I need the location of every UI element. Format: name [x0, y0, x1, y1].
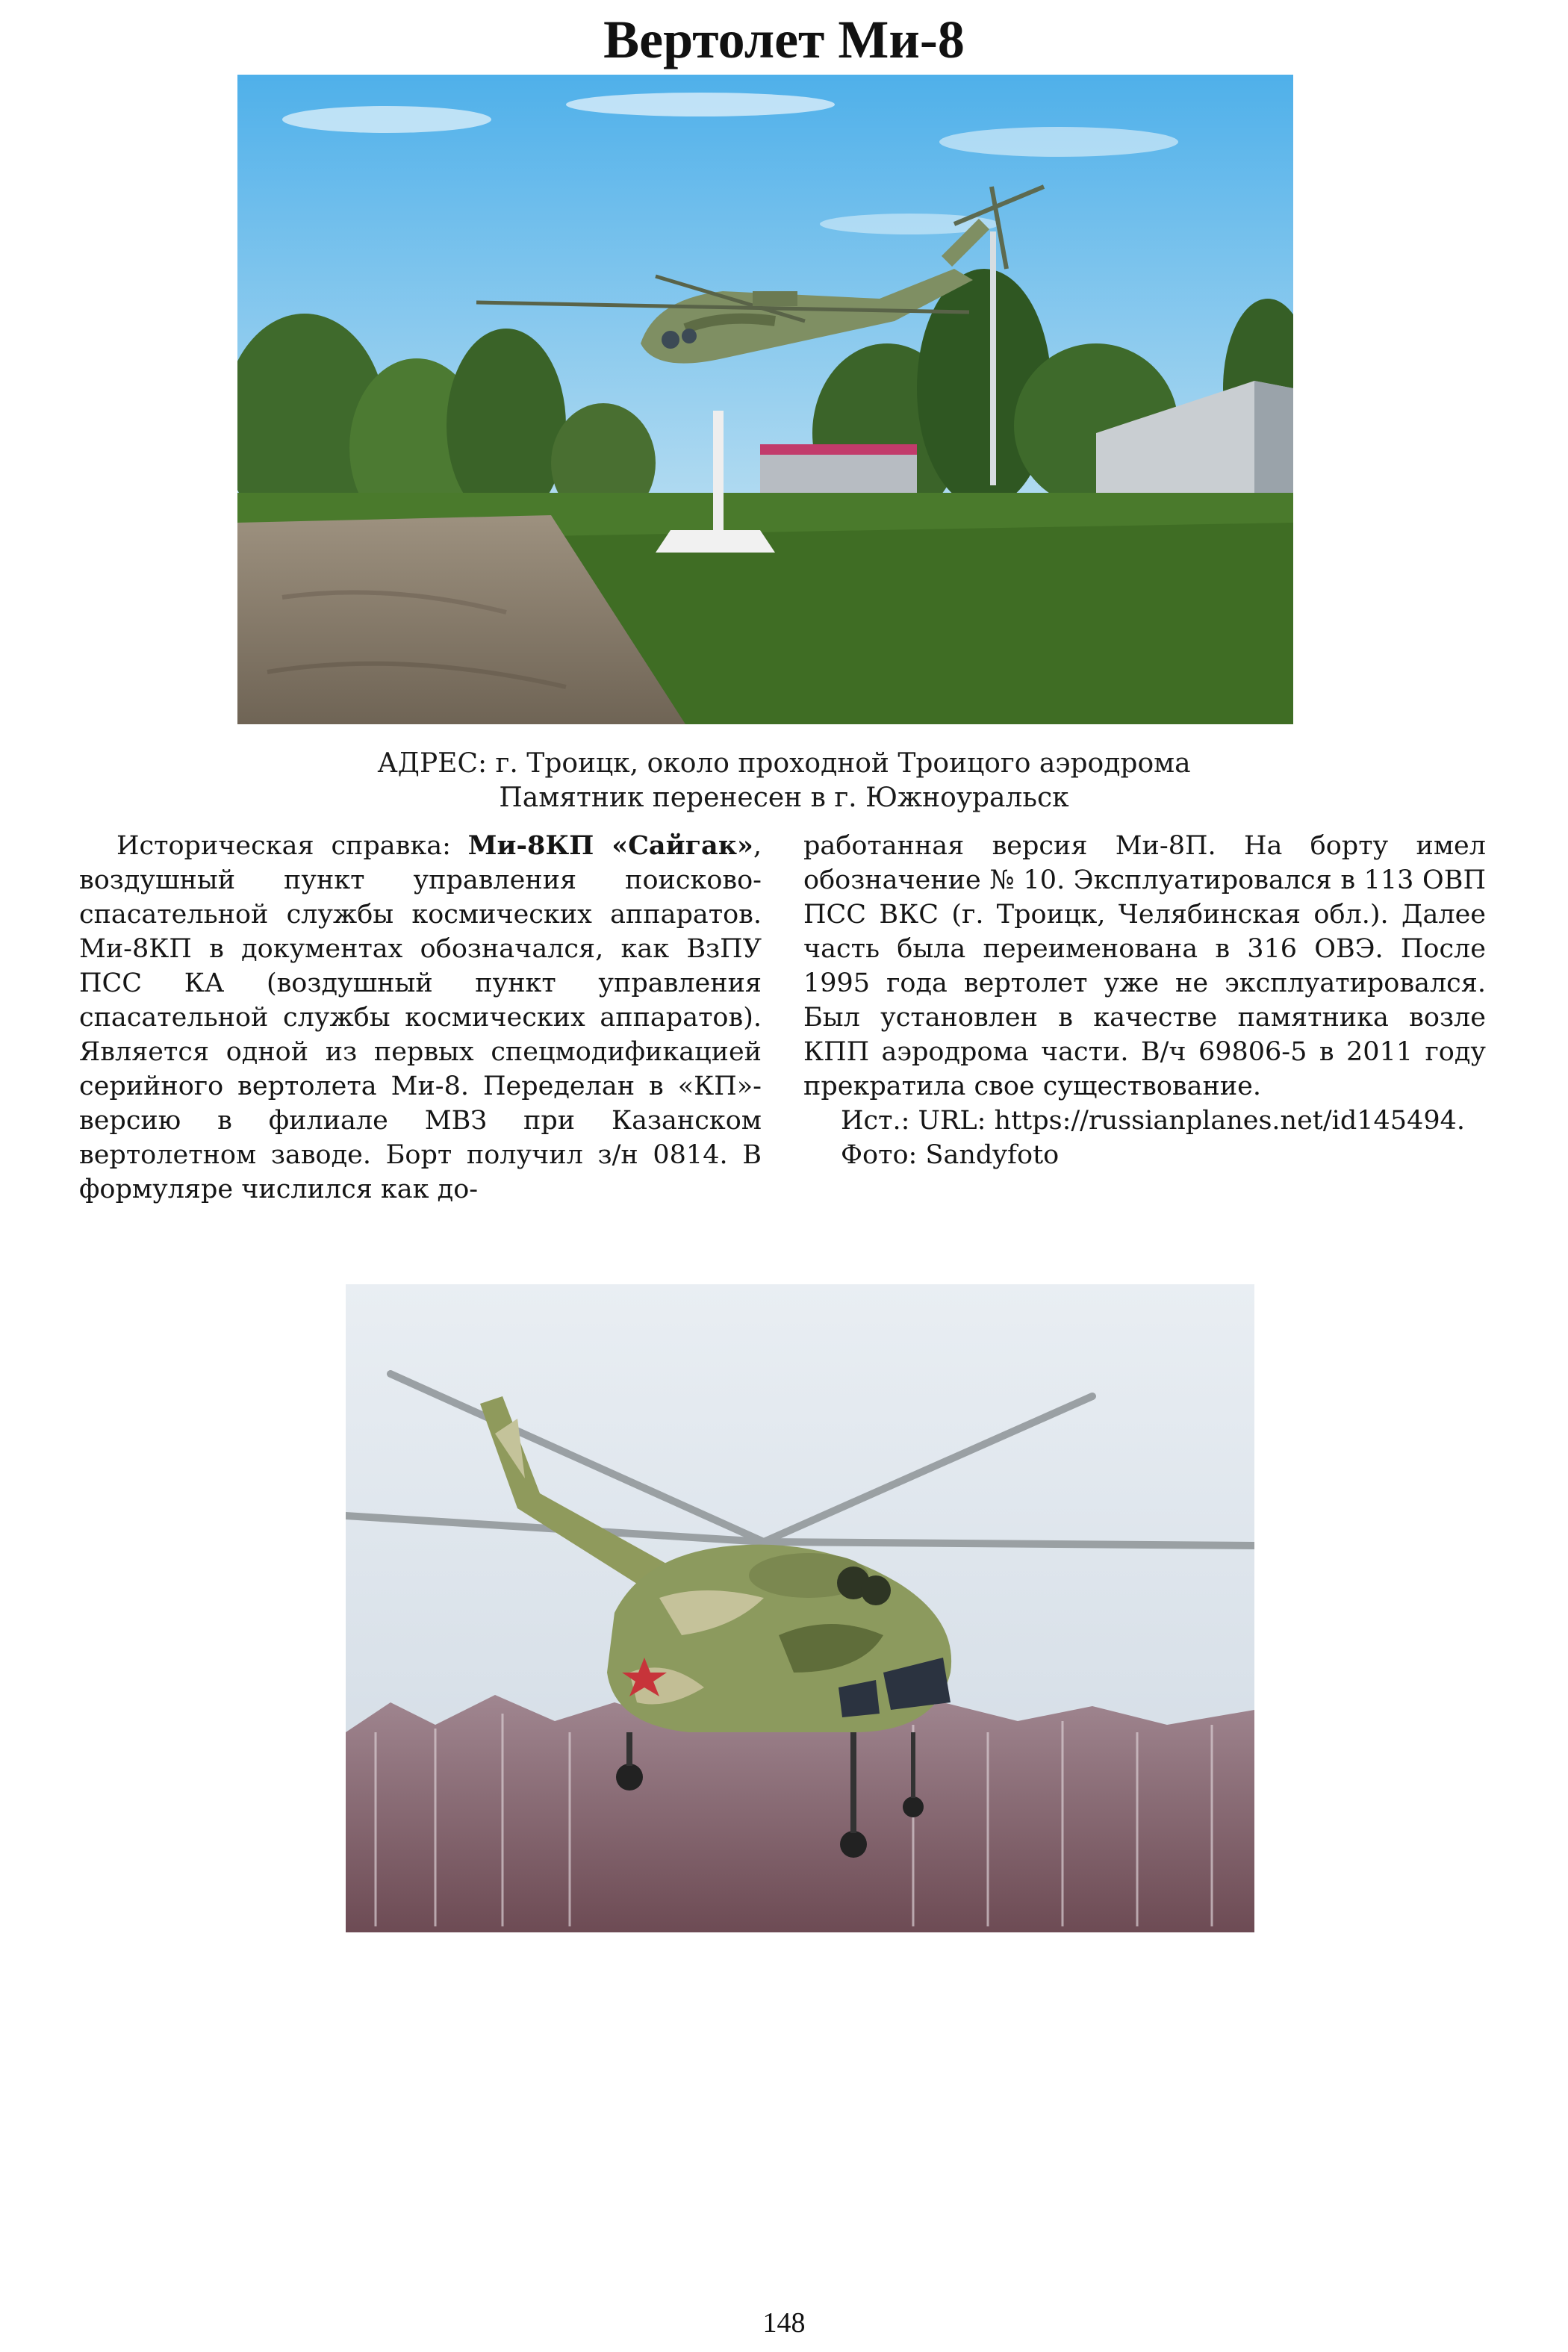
photo-credit: Фото: Sandyfoto	[841, 1140, 1060, 1170]
history-paragraph-continued	[803, 829, 1486, 1104]
helicopter-flight-photo	[346, 1284, 1254, 1932]
history-lead: Историческая справка:	[116, 831, 468, 861]
helicopter-flight-photo-art	[346, 1284, 1254, 1932]
monument-photo-art	[237, 75, 1293, 724]
relocation-caption: Памятник перенесен в г. Южноуральск	[499, 783, 1069, 813]
page-number: 148	[762, 2307, 806, 2339]
address-caption: АДРЕС: г. Троицк, около проходной Троицого аэродрома	[377, 748, 1191, 779]
history-paragraph	[79, 829, 762, 1207]
source-line: Ист.: URL: https://russianplanes.net/id145494.	[841, 1106, 1466, 1136]
history-text-right	[803, 829, 1486, 1172]
monument-photo	[237, 75, 1293, 724]
model-name: Ми-8КП «Сайгак»	[467, 830, 753, 861]
history-body-right: работанная версия Ми-8П. На борту имел обозначение № 10. Эксплуатировался в 113 ОВП ПСС ВКС (г. Троицк, Челябинская обл.). Далее часть была переименована в 316 ОВЭ. После 1995 года вертолет уже не эксплуатировался. Был установлен в качестве памятника возле КПП аэродрома части. В/ч 69806-5 в 2011 году прекратила свое существование.	[803, 831, 1486, 1101]
page-title: Вертолет Ми-8	[603, 10, 965, 69]
history-text-left	[79, 829, 762, 1207]
history-body-left: , воздушный пункт управления поисково-спасательной службы космических аппаратов. Ми-8КП в документах обозначался, как ВзПУ ПСС КА (воздушный пункт управления спасательной службы космических аппаратов). Является одной из первых спецмодификацией серийного вертолета Ми-8. Переделан в «КП»-версию в филиале МВЗ при Казанском вертолетном заводе. Борт получил з/н 0814. В формуляре числился как до-	[79, 831, 762, 1204]
